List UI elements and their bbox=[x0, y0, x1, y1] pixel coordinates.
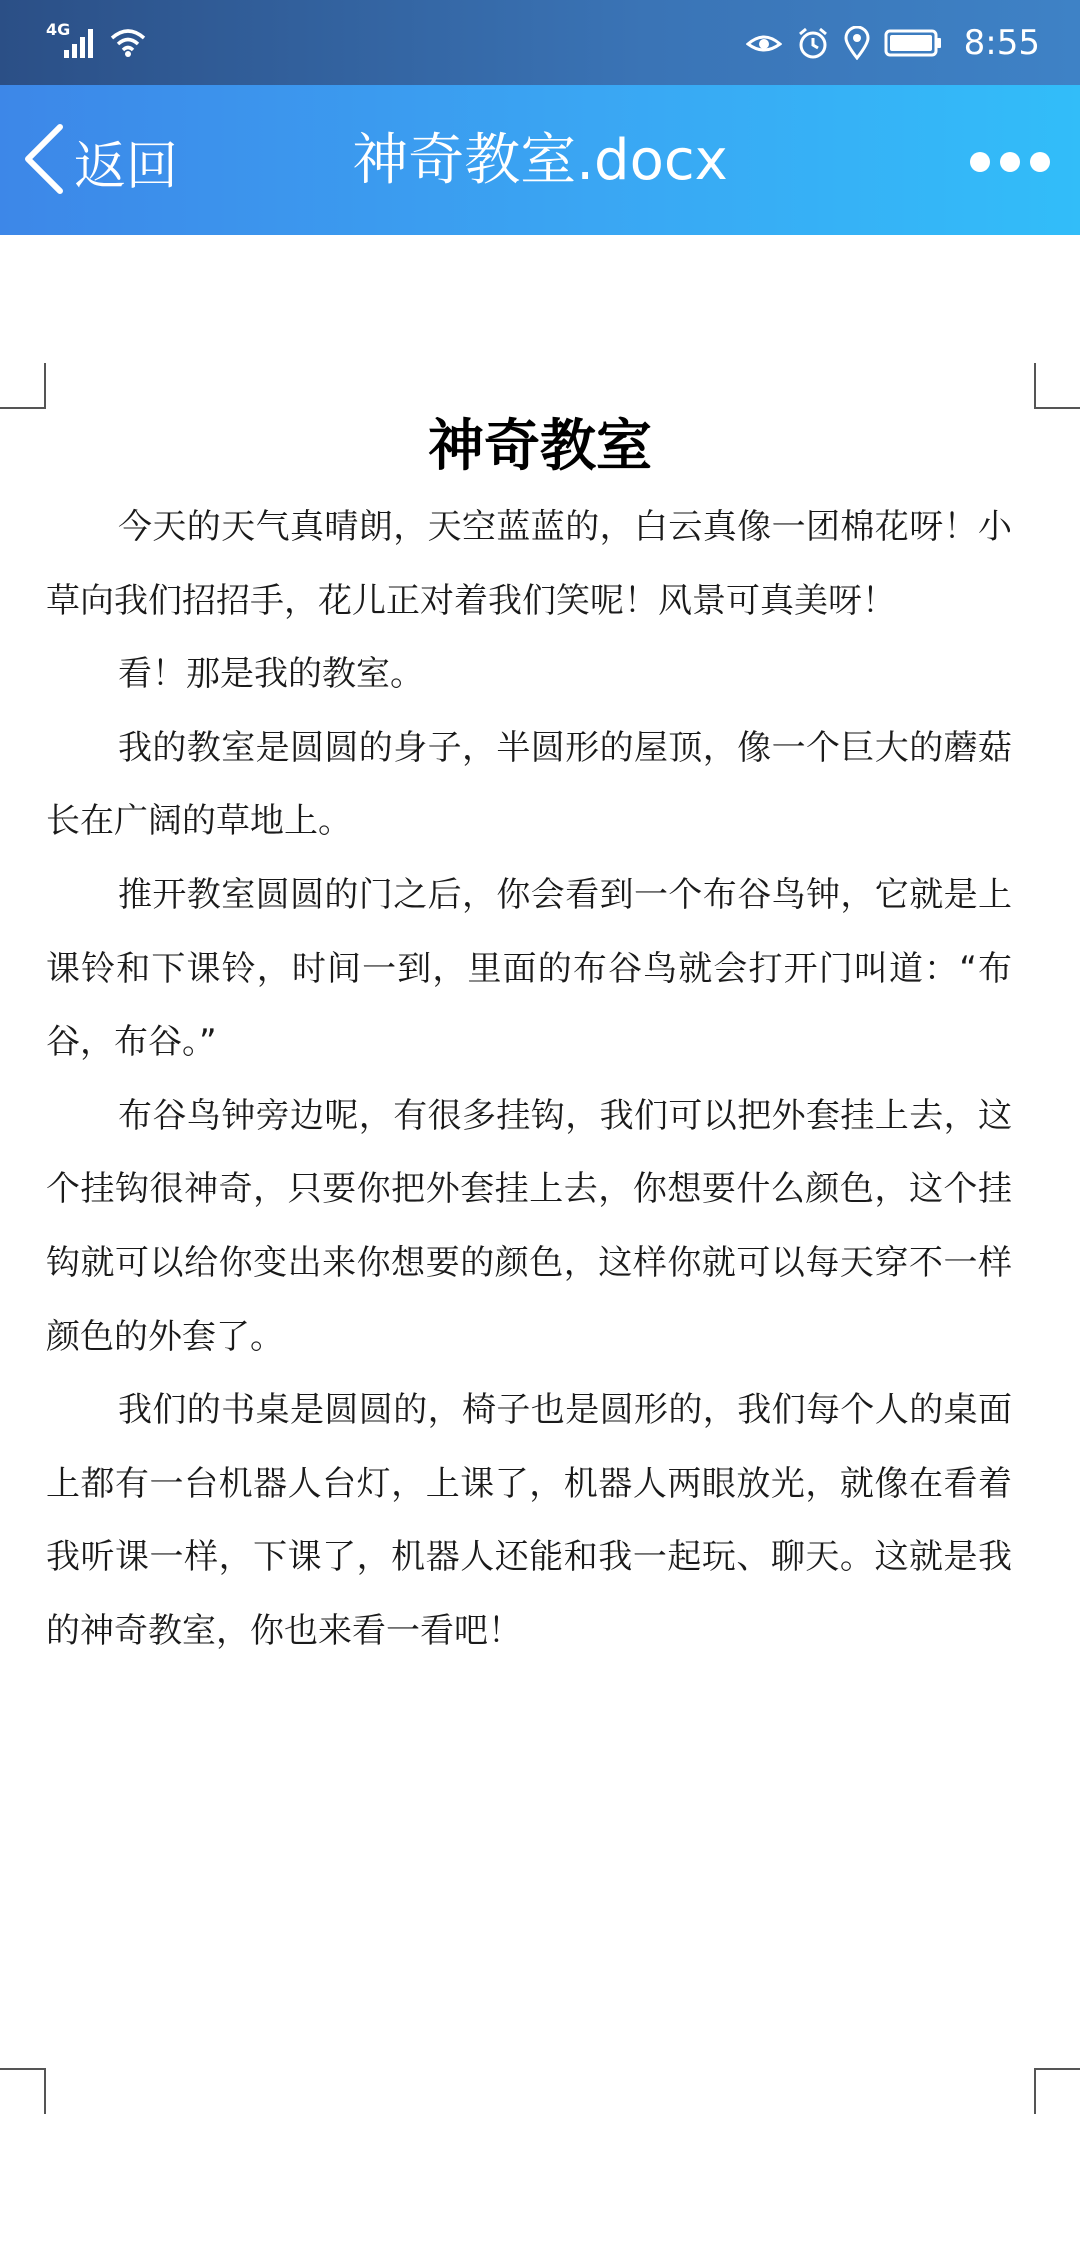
alarm-icon bbox=[796, 26, 830, 60]
back-label: 返回 bbox=[74, 136, 179, 197]
paragraph: 推开教室圆圆的门之后，你会看到一个布谷鸟钟，它就是上课铃和下课铃，时间一到，里面的布谷鸟就会打开门叫道：“布谷，布谷。” bbox=[46, 874, 1012, 1063]
document-title: 神奇教室.docx bbox=[352, 128, 728, 193]
battery-icon bbox=[884, 28, 944, 58]
network-type: 4G bbox=[46, 20, 71, 39]
paragraph: 布谷鸟钟旁边呢，有很多挂钩，我们可以把外套挂上去，这个挂钩很神奇，只要你把外套挂上去，你想要什么颜色，这个挂钩就可以给你变出来你想要的颜色，这样你就可以每天穿不一样颜色的外套了。 bbox=[46, 1095, 1012, 1357]
paragraph: 看！那是我的教室。 bbox=[118, 654, 424, 695]
more-button[interactable] bbox=[970, 135, 1050, 189]
crop-mark-top-left bbox=[0, 363, 46, 409]
status-right bbox=[746, 18, 1040, 68]
back-button[interactable] bbox=[22, 121, 178, 201]
wifi-icon bbox=[108, 24, 148, 58]
crop-mark-top-right bbox=[1034, 363, 1080, 409]
document-body bbox=[46, 491, 1012, 1669]
paragraph: 今天的天气真晴朗，天空蓝蓝的，白云真像一团棉花呀！小草向我们招招手，花儿正对着我们笑呢！风景可真美呀！ bbox=[46, 507, 1012, 621]
status-bar bbox=[0, 0, 1080, 85]
more-icon-dot bbox=[970, 152, 990, 172]
document-page[interactable] bbox=[0, 235, 1080, 2244]
clock-time: 8:55 bbox=[963, 23, 1040, 63]
eye-comfort-icon bbox=[746, 28, 782, 58]
location-icon bbox=[844, 26, 870, 60]
more-icon-dot bbox=[1030, 152, 1050, 172]
chevron-left-icon bbox=[22, 123, 66, 199]
crop-mark-bottom-right bbox=[1034, 2068, 1080, 2114]
paragraph: 我们的书桌是圆圆的，椅子也是圆形的，我们每个人的桌面上都有一台机器人台灯，上课了，机器人两眼放光，就像在看着我听课一样，下课了，机器人还能和我一起玩、聊天。这就是我的神奇教室，你也来看一看吧！ bbox=[46, 1390, 1012, 1651]
paragraph: 我的教室是圆圆的身子，半圆形的屋顶，像一个巨大的蘑菇长在广阔的草地上。 bbox=[46, 727, 1012, 842]
document-heading: 神奇教室 bbox=[428, 414, 652, 479]
more-icon-dot bbox=[1000, 152, 1020, 172]
signal-icon bbox=[62, 24, 102, 58]
crop-mark-bottom-left bbox=[0, 2068, 46, 2114]
app-bar bbox=[0, 85, 1080, 235]
